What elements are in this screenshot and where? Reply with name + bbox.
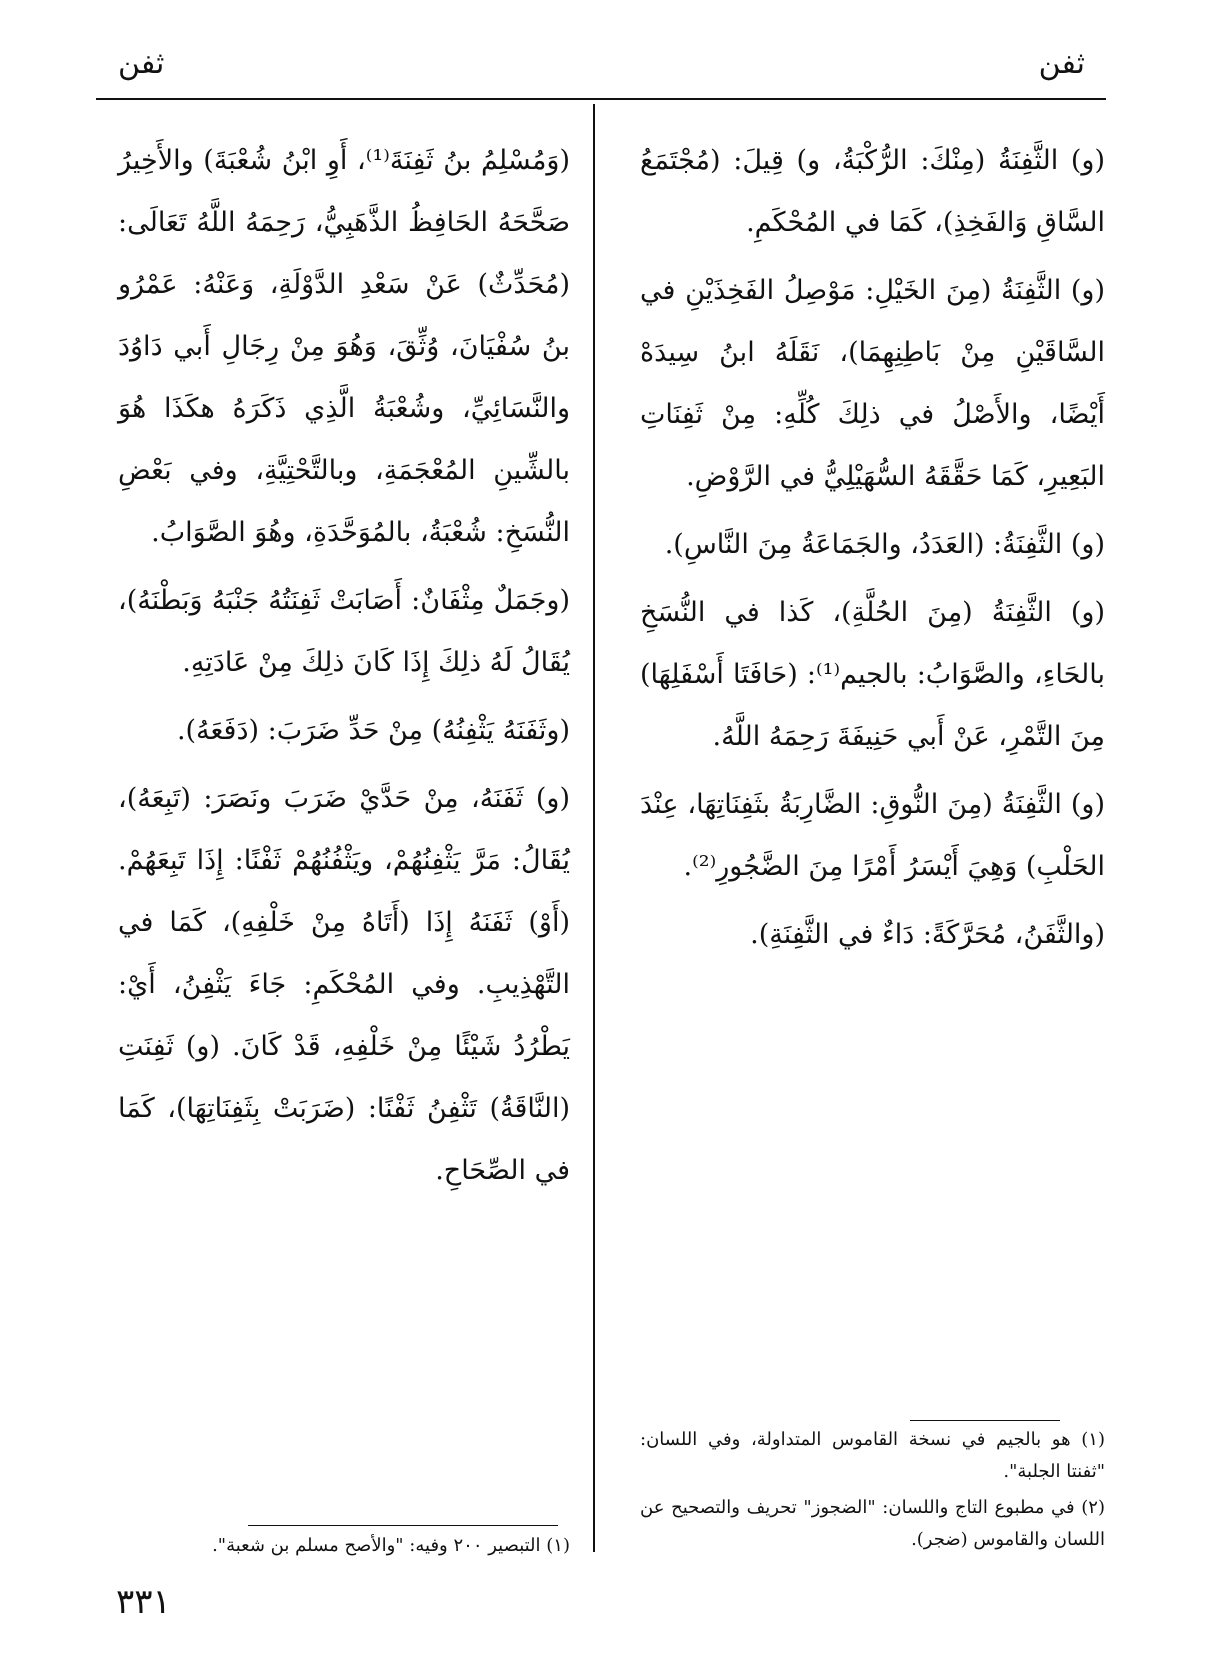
- header-rule: [96, 98, 1106, 100]
- paragraph: (و) الثَّفِنَةُ (مِنَ الخَيْلِ: مَوْصِلُ الفَخِذَيْنِ في السَّاقَيْنِ مِنْ بَاطِنِهِمَا)، نَقَلَهُ ابنُ سِيدَهْ أَيْضًا، والأَصْلُ في ذلِكَ كُلِّهِ: مِنْ ثَفِنَاتِ البَعِيرِ، كَمَا حَقَّقَهُ السُّهَيْلِيُّ في الرَّوْضِ.: [640, 275, 1105, 492]
- footnote-rule-right: [910, 1420, 1060, 1421]
- running-header-left: ثفن: [118, 46, 165, 81]
- paragraph: (وَمُسْلِمُ بنُ ثَفِنَةَ⁽¹⁾، أَوِ ابْنُ شُعْبَةَ) والأَخِيرُ صَحَّحَهُ الحَافِظُ الذَّهَبِيُّ، رَحِمَهُ اللَّهُ تَعَالَى: (مُحَدِّثٌ) عَنْ سَعْدِ الدَّوْلَةِ، وَعَنْهُ: عَمْرُو بنُ سُفْيَانَ، وُثِّقَ، وَهُوَ مِنْ رِجَالِ أَبي دَاوُدَ والنَّسَائِيِّ، وشُعْبَةُ الَّذِي ذَكَرَهُ هكَذَا هُوَ بالشِّينِ المُعْجَمَةِ، وبالتَّحْتِيَّةِ، وفي بَعْضِ النُّسَخِ: شُعْبَةُ، بالمُوَحَّدَةِ، وهُوَ الصَّوَابُ.: [118, 145, 570, 548]
- left-column: [118, 130, 570, 1208]
- footnote-rule-left: [248, 1525, 558, 1526]
- page-number: ٣٣١: [116, 1582, 171, 1622]
- footnote: (١) التبصير ٢٠٠ وفيه: "والأصح مسلم بن شعبة".: [212, 1535, 570, 1556]
- running-header-right: ثفن: [1038, 46, 1085, 81]
- column-divider: [593, 104, 595, 1552]
- left-footnotes: [118, 1530, 570, 1566]
- right-footnotes: [640, 1424, 1105, 1560]
- paragraph: (و) الثَّفِنَةُ (مِنْكَ: الرُّكْبَةُ، و) قِيلَ: (مُجْتَمَعُ السَّاقِ وَالفَخِذِ)، كَمَا في المُحْكَمِ.: [640, 145, 1105, 238]
- paragraph: (و) الثَّفِنَةُ (مِنَ النُّوقِ: الضَّارِبَةُ بثَفِنَاتِهَا، عِنْدَ الحَلْبِ) وَهِيَ أَيْسَرُ أَمْرًا مِنَ الضَّجُورِ⁽²⁾.: [640, 789, 1105, 882]
- paragraph: (و) الثَّفِنَةُ: (العَدَدُ، والجَمَاعَةُ مِنَ النَّاسِ).: [664, 529, 1105, 560]
- footnote: (٢) في مطبوع التاج واللسان: "الضجوز" تحريف والتصحيح عن اللسان والقاموس (ضجر).: [640, 1497, 1105, 1550]
- paragraph: (وثَفَنَهُ يَثْفِنُهُ) مِنْ حَدِّ ضَرَبَ: (دَفَعَهُ).: [176, 715, 570, 746]
- paragraph: (والثَّفَنُ، مُحَرَّكَةً: دَاءٌ في الثَّفِنَةِ).: [750, 919, 1105, 950]
- paragraph: (و) ثَفَنَهُ، مِنْ حَدَّيْ ضَرَبَ ونَصَرَ: (تَبِعَهُ)، يُقَالُ: مَرَّ يَثْفِنُهُمْ، ويَثْفُنُهُمْ ثَفْنًا: إِذَا تَبِعَهُمْ. (أَوْ) ثَفَنَهُ إِذَا (أَتَاهُ مِنْ خَلْفِهِ)، كَمَا في التَّهْذِيبِ. وفي المُحْكَمِ: جَاءَ يَثْفِنُ، أَيْ: يَطْرُدُ شَيْئًا مِنْ خَلْفِهِ، قَدْ كَانَ. (و) ثَفِنَتِ (النَّاقَةُ) تَثْفِنُ ثَفْنًا: (ضَرَبَتْ بِثَفِنَاتِهَا)، كَمَا في الصِّحَاحِ.: [118, 783, 570, 1186]
- paragraph: (و) الثَّفِنَةُ (مِنَ الحُلَّةِ)، كَذا في النُّسَخِ بالحَاءِ، والصَّوَابُ: بالجيم⁽¹⁾: (حَافَتَا أَسْفَلِهَا) مِنَ التَّمْرِ، عَنْ أَبي حَنِيفَةَ رَحِمَهُ اللَّهُ.: [640, 597, 1105, 752]
- paragraph: (وجَمَلٌ مِثْفَانٌ: أَصَابَتْ ثَفِنَتُهُ جَنْبَهُ وَبَطْنَهُ)، يُقَالُ لَهُ ذلِكَ إِذَا كَانَ ذلِكَ مِنْ عَادَتِهِ.: [118, 585, 570, 678]
- right-column: [640, 130, 1105, 972]
- footnote: (١) هو بالجيم في نسخة القاموس المتداولة، وفي اللسان: "ثفنتا الجلبة".: [640, 1429, 1105, 1482]
